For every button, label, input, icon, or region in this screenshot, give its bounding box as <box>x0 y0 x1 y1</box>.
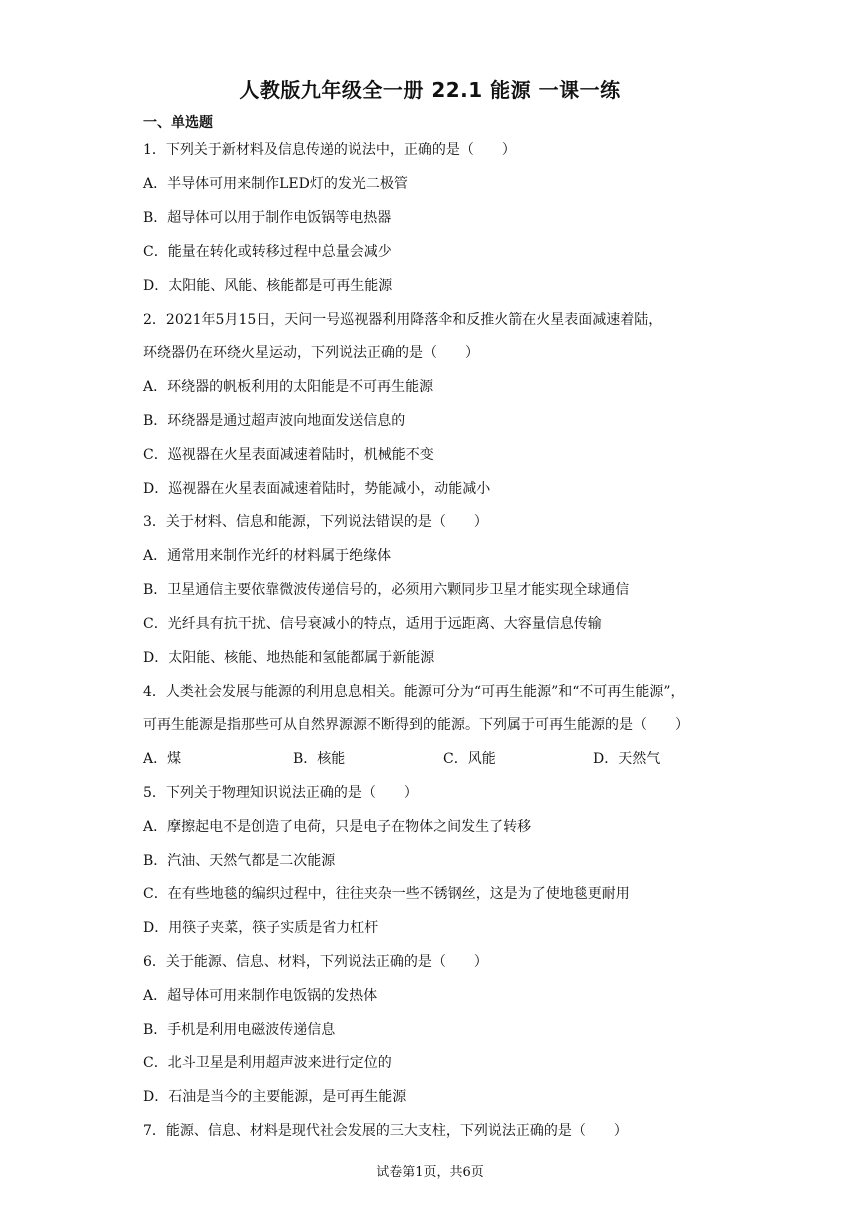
question-2-stem: 2．2021年5月15日，天问一号巡视器利用降落伞和反推火箭在火星表面减速着陆， <box>143 312 663 328</box>
question-6-option-c: C．北斗卫星是利用超声波来进行定位的 <box>143 1055 392 1071</box>
question-1-option-c: C．能量在转化或转移过程中总量会减少 <box>143 244 392 260</box>
question-5-stem: 5．下列关于物理知识说法正确的是（ ） <box>143 785 418 801</box>
question-2-option-d: D．巡视器在火星表面减速着陆时，势能减小，动能减小 <box>143 481 491 497</box>
question-4-stem: 4．人类社会发展与能源的利用息息相关。能源可分为“可再生能源”和“不可再生能源”， <box>143 684 685 700</box>
question-4-option-d: D．天然气 <box>593 751 661 767</box>
question-4-option-c: C．风能 <box>443 751 496 767</box>
question-3-option-a: A．通常用来制作光纤的材料属于绝缘体 <box>143 548 392 564</box>
question-3-stem: 3．关于材料、信息和能源，下列说法错误的是（ ） <box>143 514 488 530</box>
question-5-option-d: D．用筷子夹菜，筷子实质是省力杠杆 <box>143 920 379 936</box>
question-4-stem-cont: 可再生能源是指那些可从自然界源源不断得到的能源。下列属于可再生能源的是（ ） <box>143 717 689 733</box>
question-5-option-b: B．汽油、天然气都是二次能源 <box>143 853 336 869</box>
question-4-option-a: A．煤 <box>143 751 182 767</box>
page-footer: 试卷第1页，共6页 <box>376 1165 484 1180</box>
question-6-option-b: B．手机是利用电磁波传递信息 <box>143 1022 336 1038</box>
question-1-option-a: A．半导体可用来制作LED灯的发光二极管 <box>143 176 408 192</box>
question-6-option-a: A．超导体可用来制作电饭锅的发热体 <box>143 988 378 1004</box>
question-3-option-c: C．光纤具有抗干扰、信号衰减小的特点，适用于远距离、大容量信息传输 <box>143 616 602 632</box>
question-2-option-c: C．巡视器在火星表面减速着陆时，机械能不变 <box>143 447 434 463</box>
question-4-option-b: B．核能 <box>293 751 346 767</box>
question-5-option-c: C．在有些地毯的编织过程中，往往夹杂一些不锈钢丝，这是为了使地毯更耐用 <box>143 886 630 902</box>
question-2-option-b: B．环绕器是通过超声波向地面发送信息的 <box>143 413 406 429</box>
section-heading: 一、单选题 <box>143 115 213 131</box>
question-2-option-a: A．环绕器的帆板利用的太阳能是不可再生能源 <box>143 379 434 395</box>
question-3-option-b: B．卫星通信主要依靠微波传递信号的，必须用六颗同步卫星才能实现全球通信 <box>143 582 630 598</box>
question-1-option-d: D．太阳能、风能、核能都是可再生能源 <box>143 278 393 294</box>
question-6-stem: 6．关于能源、信息、材料，下列说法正确的是（ ） <box>143 954 488 970</box>
question-1-stem: 1．下列关于新材料及信息传递的说法中，正确的是（ ） <box>143 142 516 158</box>
question-7-stem: 7．能源、信息、材料是现代社会发展的三大支柱，下列说法正确的是（ ） <box>143 1123 628 1139</box>
question-1-option-b: B．超导体可以用于制作电饭锅等电热器 <box>143 210 392 226</box>
question-5-option-a: A．摩擦起电不是创造了电荷，只是电子在物体之间发生了转移 <box>143 819 532 835</box>
question-2-stem-cont: 环绕器仍在环绕火星运动，下列说法正确的是（ ） <box>143 345 479 361</box>
question-6-option-d: D．石油是当今的主要能源，是可再生能源 <box>143 1089 407 1105</box>
question-3-option-d: D．太阳能、核能、地热能和氢能都属于新能源 <box>143 650 435 666</box>
page-title: 人教版九年级全一册 22.1 能源 一课一练 <box>239 78 621 102</box>
